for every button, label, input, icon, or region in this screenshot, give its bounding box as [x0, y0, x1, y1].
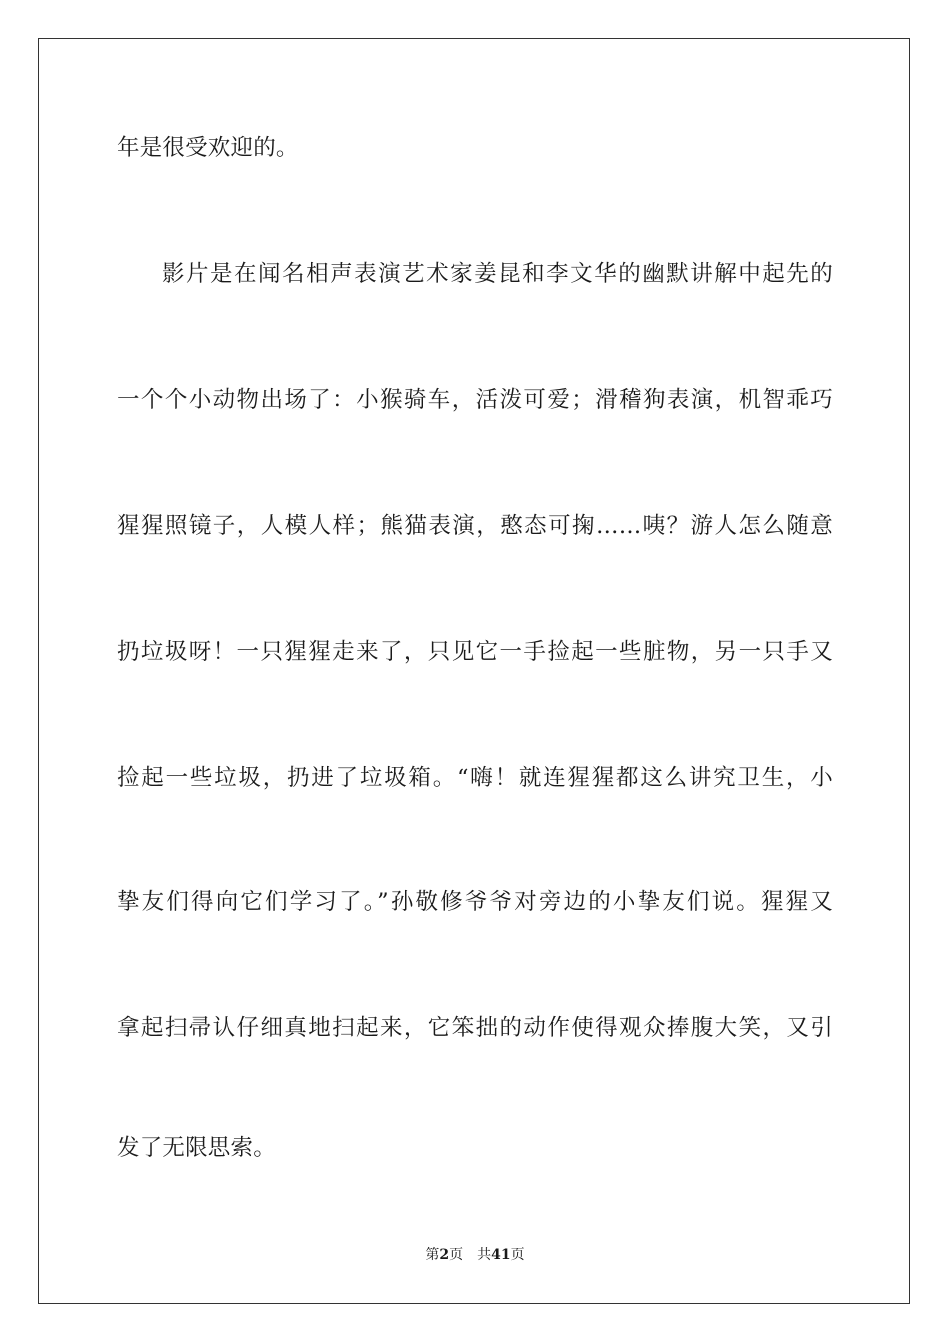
paragraph-line-2: 影片是在闻名相声表演艺术家姜昆和李文华的幽默讲解中起先的: [162, 261, 833, 287]
page-prefix: 第: [425, 1247, 440, 1263]
total-suffix: 页: [510, 1247, 525, 1263]
total-prefix: 共: [477, 1247, 492, 1263]
paragraph-line-6: 捡起一些垃圾，扔进了垃圾箱。“嗨！就连猩猩都这么讲究卫生，小: [117, 765, 833, 791]
paragraph-line-3: 一个个小动物出场了：小猴骑车，活泼可爱；滑稽狗表演，机智乖巧: [117, 387, 833, 413]
page-suffix: 页: [449, 1247, 464, 1263]
total-pages: 41: [491, 1247, 511, 1263]
page-number: 2: [439, 1247, 450, 1263]
paragraph-line-8: 拿起扫帚认仔细真地扫起来，它笨拙的动作使得观众捧腹大笑，又引: [117, 1015, 833, 1041]
paragraph-line-7: 挚友们得向它们学习了。”孙敬修爷爷对旁边的小挚友们说。猩猩又: [117, 889, 833, 915]
paragraph-line-9: 发了无限思索。: [117, 1135, 276, 1161]
page-footer: [0, 1246, 950, 1264]
paragraph-line-4: 猩猩照镜子，人模人样；熊猫表演，憨态可掬……咦？游人怎么随意: [117, 513, 833, 539]
paragraph-line-5: 扔垃圾呀！一只猩猩走来了，只见它一手捡起一些脏物，另一只手又: [117, 639, 833, 665]
page-border: [38, 38, 910, 1304]
paragraph-line-1: 年是很受欢迎的。: [117, 135, 299, 161]
